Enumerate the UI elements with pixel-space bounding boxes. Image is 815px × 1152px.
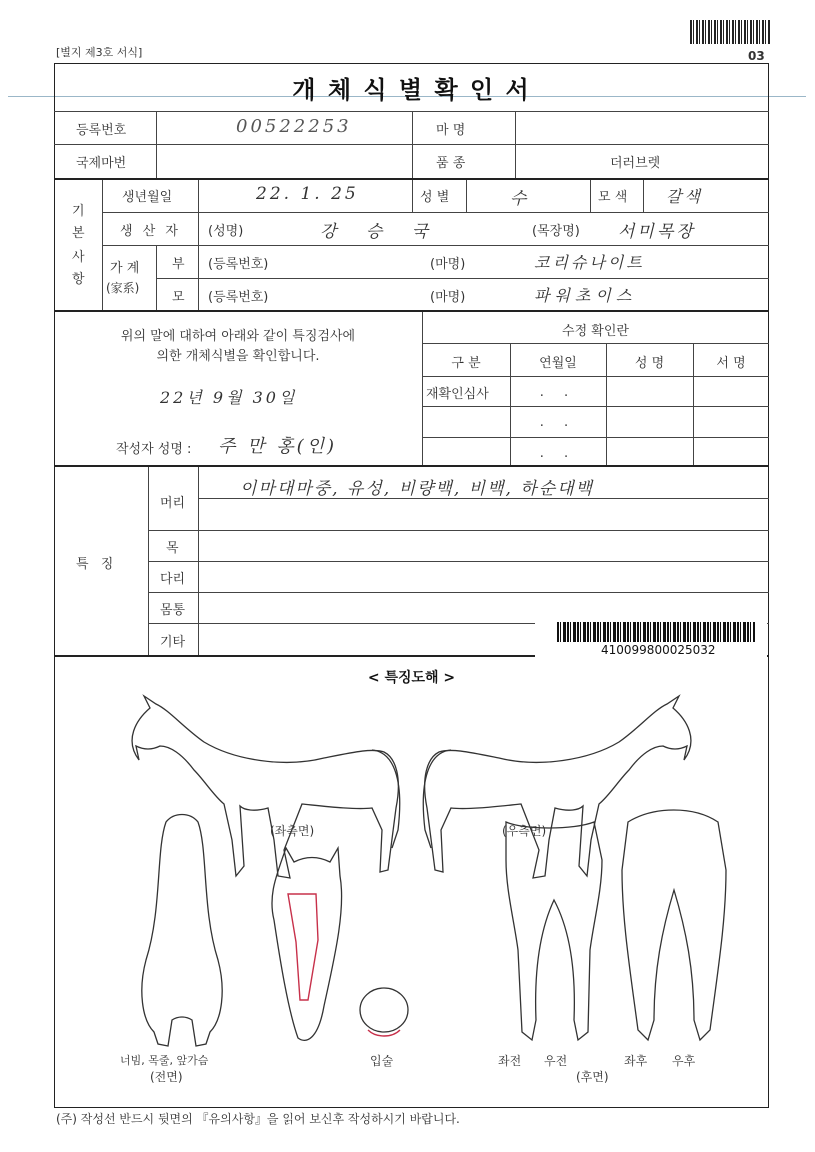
basic-section-label-2: 본 [72, 226, 85, 241]
page-code: 03 [748, 49, 765, 63]
dam-name-value[interactable]: 파워초이스 [534, 286, 637, 305]
sire-name-value[interactable]: 코리슈나이트 [534, 253, 645, 272]
document-title: 개 체 식 별 확 인 서 [292, 76, 531, 104]
color-label: 모 색 [598, 190, 628, 205]
right-fore-caption: 우전 [544, 1054, 568, 1068]
basic-section-label-1: 기 [72, 204, 85, 219]
basic-section-label-4: 항 [72, 272, 85, 287]
front-view-caption: (전면) [150, 1070, 183, 1084]
birth-value[interactable]: 22. 1. 25 [256, 184, 359, 204]
amend-col-date: 연월일 [539, 356, 577, 371]
sex-label: 성 별 [420, 190, 450, 205]
front-caption: 너빔, 목줄, 앞가슴 [120, 1054, 209, 1067]
dam-name-tag: (마명) [430, 290, 466, 305]
features-section-label: 특 징 [76, 557, 118, 572]
birth-label: 생년월일 [122, 190, 173, 205]
horse-name-label: 마 명 [436, 123, 466, 138]
legs-label: 다리 [160, 572, 186, 587]
left-fore-caption: 좌전 [498, 1054, 522, 1068]
amend-col-sign: 서 명 [716, 356, 746, 371]
amend-col-name: 성 명 [634, 356, 665, 371]
rear-view-caption: (후면) [576, 1070, 609, 1084]
neck-label: 목 [166, 541, 179, 556]
family-sub: (家系) [106, 281, 140, 295]
diagram-title: < 특징도해 > [367, 670, 456, 686]
reg-no-value[interactable]: 00522253 [236, 116, 352, 137]
form-tag: [별지 제3호 서식] [56, 46, 143, 59]
amend-title: 수정 확인란 [562, 324, 629, 339]
breed-label: 품 종 [436, 156, 466, 171]
color-value[interactable]: 갈색 [666, 187, 703, 206]
reg-no-label: 등록번호 [76, 123, 127, 138]
amend-row2-date: . . [539, 415, 577, 430]
lips-caption: 입술 [370, 1054, 394, 1068]
barcode-top [690, 20, 770, 44]
head-label: 머리 [160, 496, 186, 511]
breed-value: 더러브렛 [610, 156, 661, 171]
body-label: 몸통 [160, 603, 186, 618]
ranch-tag: (목장명) [532, 224, 580, 239]
sex-value[interactable]: 수 [510, 189, 530, 209]
right-hind-caption: 우후 [672, 1054, 696, 1068]
dam-reg-tag: (등록번호) [208, 290, 269, 305]
producer-name-value[interactable]: 강 승 국 [320, 222, 441, 242]
producer-label: 생 산 자 [120, 224, 181, 239]
left-hind-caption: 좌후 [624, 1054, 648, 1068]
statement-line-1: 위의 말에 대하여 아래와 같이 특징검사에 [120, 329, 356, 344]
barcode-sticker [535, 618, 767, 660]
sire-reg-tag: (등록번호) [208, 257, 269, 272]
writer-label: 작성자 성명 : [116, 442, 192, 457]
statement-line-2: 의한 개체식별을 확인합니다. [156, 349, 320, 364]
horse-diagrams [54, 680, 769, 1080]
basic-section-label-3: 사 [72, 250, 85, 265]
sire-label: 부 [172, 257, 185, 272]
amend-row1-date: . . [539, 385, 577, 400]
head-value[interactable]: 이마대마중, 유성, 비량백, 비백, 하순대백 [240, 479, 594, 499]
writer-value[interactable]: 주 만 홍(인) [218, 436, 338, 457]
family-label: 가 계 [110, 261, 140, 276]
confirm-date[interactable]: 22년 9월 30일 [160, 388, 298, 407]
barcode-bars [557, 622, 755, 642]
sire-name-tag: (마명) [430, 257, 466, 272]
footer-note: (주) 작성선 반드시 뒷면의 『유의사항』을 읽어 보신후 작성하시기 바랍니다. [56, 1112, 460, 1126]
right-side-caption: (우측면) [502, 824, 547, 838]
amend-row1-label: 재확인심사 [426, 387, 489, 402]
producer-name-tag: (성명) [208, 224, 244, 239]
dam-label: 모 [172, 290, 185, 305]
etc-label: 기타 [160, 635, 186, 650]
barcode-number: 410099800025032 [601, 643, 716, 657]
amend-col-type: 구 분 [451, 356, 481, 371]
intl-name-label: 국제마번 [76, 156, 127, 171]
left-side-caption: (좌측면) [270, 824, 315, 838]
ranch-value[interactable]: 서미목장 [618, 222, 696, 242]
amend-row3-date: . . [539, 446, 577, 461]
